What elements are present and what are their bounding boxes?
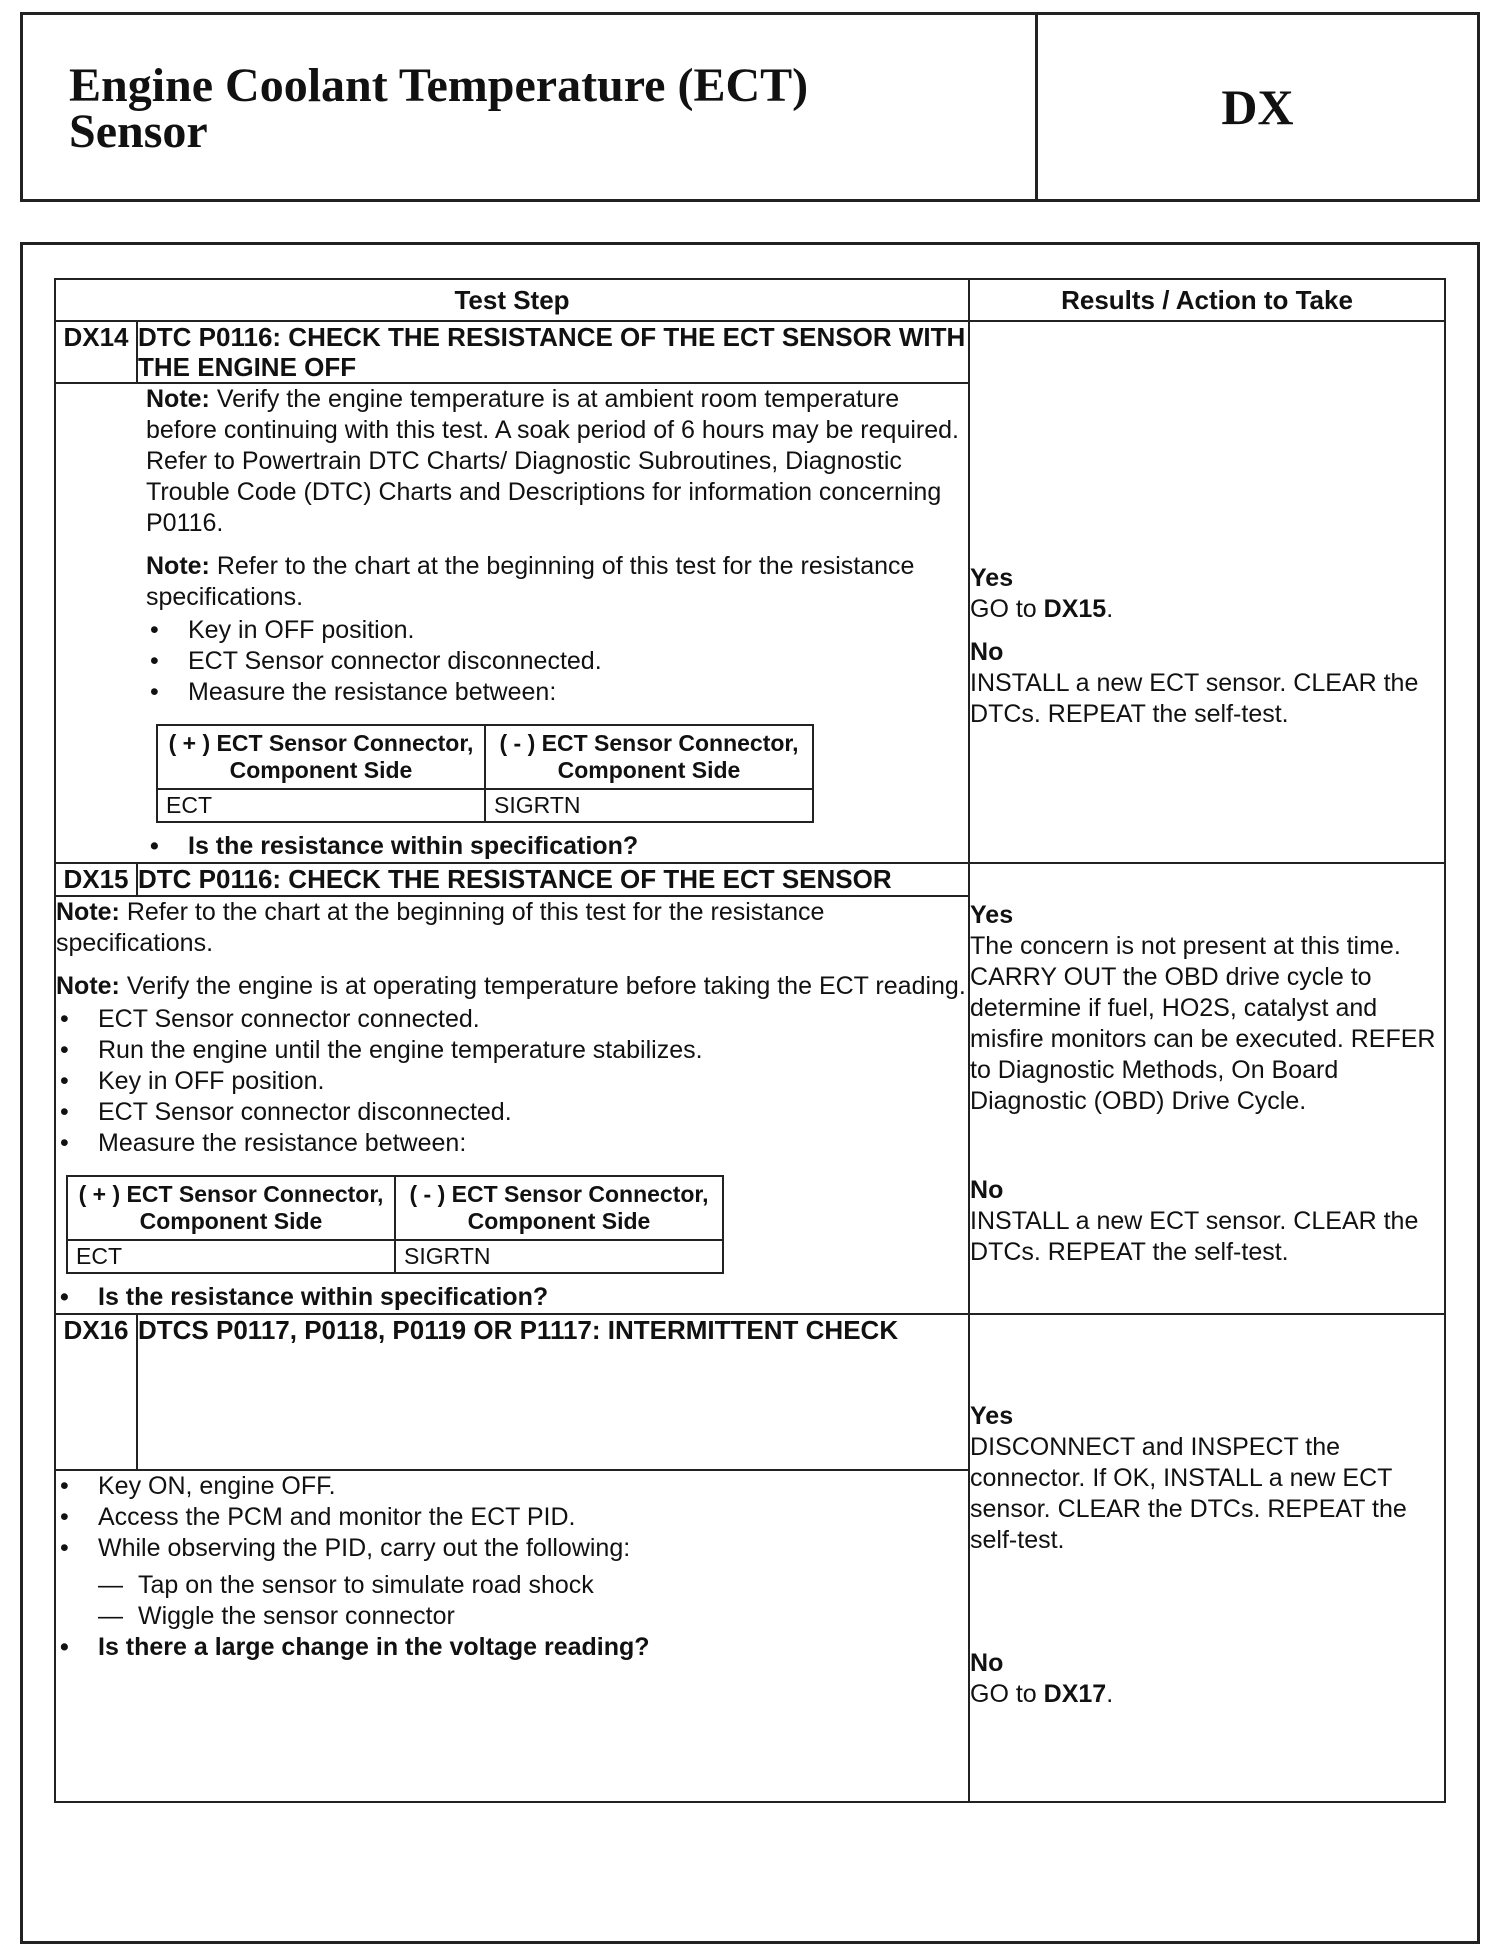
yes-text: GO to bbox=[970, 595, 1044, 623]
spec-cell-positive: ECT bbox=[67, 1240, 395, 1273]
question-list bbox=[146, 831, 968, 862]
yes-suffix: . bbox=[1106, 595, 1114, 623]
no-label: No bbox=[970, 638, 1004, 666]
list-item: • Key in OFF position. bbox=[146, 615, 968, 646]
yes-action: The concern is not present at this time. CARRY OUT the OBD drive cycle to determine if fuel, HO2S, catalyst and misfire monitors can be executed. REFER to Diagnostic Methods, On Board Diagnostic (OBD) Drive Cycle. bbox=[970, 932, 1436, 1115]
yes-action: DISCONNECT and INSPECT the connector. If OK, INSTALL a new ECT sensor. CLEAR the DTCs. REPEAT the self-test. bbox=[970, 1433, 1407, 1554]
page-title bbox=[69, 59, 809, 158]
note bbox=[56, 971, 968, 1002]
yes-label: Yes bbox=[970, 901, 1014, 929]
note-label: Note: bbox=[56, 898, 120, 926]
note-text: Refer to the chart at the beginning of this test for the resistance specifications. bbox=[146, 552, 915, 611]
note-text: Verify the engine is at operating temperature before taking the ECT reading. bbox=[119, 972, 966, 1000]
note-text: Refer to the chart at the beginning of this test for the resistance specifications. bbox=[56, 898, 825, 957]
step-question: • Is there a large change in the voltage reading? bbox=[56, 1632, 968, 1663]
step-row-dx16 bbox=[55, 1314, 1445, 1470]
resistance-spec-table bbox=[66, 1175, 724, 1274]
bullet-list bbox=[56, 1471, 968, 1564]
step-id: DX16 bbox=[55, 1314, 137, 1470]
list-item: • Measure the resistance between: bbox=[56, 1128, 968, 1159]
step-title: DTCS P0117, P0118, P0119 OR P1117: INTERMITTENT CHECK bbox=[137, 1314, 969, 1470]
step-body-row-dx14 bbox=[55, 383, 1445, 863]
page-header bbox=[20, 12, 1480, 202]
note bbox=[146, 384, 968, 539]
list-item: • ECT Sensor connector connected. bbox=[56, 1004, 968, 1035]
result-spacer bbox=[969, 321, 1445, 383]
note-text: Verify the engine temperature is at ambient room temperature before continuing with this test. A soak period of 6 hours may be required. Refer to Powertrain DTC Charts/ Diagnostic Subroutines, Diagnostic Trouble Code (DTC) Charts and Descriptions for information concerning P0116. bbox=[146, 385, 959, 537]
no-action bbox=[970, 1679, 1444, 1710]
step-id: DX14 bbox=[55, 321, 137, 383]
step-body bbox=[55, 383, 969, 863]
list-item: • Key in OFF position. bbox=[56, 1066, 968, 1097]
step-title: DTC P0116: CHECK THE RESISTANCE OF THE ECT SENSOR WITH THE ENGINE OFF bbox=[137, 321, 969, 383]
table-header-row bbox=[55, 279, 1445, 321]
no-label: No bbox=[970, 1649, 1004, 1677]
list-item: • Access the PCM and monitor the ECT PID. bbox=[56, 1502, 968, 1533]
col-header-test-step: Test Step bbox=[55, 279, 969, 321]
test-step-table bbox=[54, 278, 1446, 1803]
list-item: • Measure the resistance between: bbox=[146, 677, 968, 708]
step-title: DTC P0116: CHECK THE RESISTANCE OF THE ECT SENSOR bbox=[137, 863, 969, 896]
step-row-dx14 bbox=[55, 321, 1445, 383]
list-item: — Tap on the sensor to simulate road shock bbox=[98, 1570, 968, 1601]
step-question: • Is the resistance within specification? bbox=[56, 1282, 968, 1313]
list-item: • Run the engine until the engine temperature stabilizes. bbox=[56, 1035, 968, 1066]
step-question: • Is the resistance within specification? bbox=[146, 831, 968, 862]
list-item: — Wiggle the sensor connector bbox=[98, 1601, 968, 1632]
question-list bbox=[56, 1632, 968, 1663]
note bbox=[56, 897, 968, 959]
step-result bbox=[969, 863, 1445, 1314]
question-list bbox=[56, 1282, 968, 1313]
note bbox=[146, 551, 968, 613]
step-body bbox=[55, 1470, 969, 1802]
list-item: • ECT Sensor connector disconnected. bbox=[56, 1097, 968, 1128]
step-id: DX15 bbox=[55, 863, 137, 896]
no-text: GO to bbox=[970, 1680, 1044, 1708]
dash-list bbox=[98, 1570, 968, 1632]
list-item: • ECT Sensor connector disconnected. bbox=[146, 646, 968, 677]
spec-header-negative: ( - ) ECT Sensor Connector, Component Side bbox=[485, 725, 813, 789]
note-label: Note: bbox=[56, 972, 120, 1000]
spec-cell-negative: SIGRTN bbox=[395, 1240, 723, 1273]
spec-header-negative: ( - ) ECT Sensor Connector, Component Side bbox=[395, 1176, 723, 1240]
step-row-dx15 bbox=[55, 863, 1445, 896]
step-result bbox=[969, 383, 1445, 863]
col-header-results: Results / Action to Take bbox=[969, 279, 1445, 321]
list-item: • While observing the PID, carry out the following: bbox=[56, 1533, 968, 1564]
title-line-1: Engine Coolant Temperature (ECT) bbox=[69, 59, 809, 112]
bullet-list bbox=[56, 1004, 968, 1159]
spec-cell-negative: SIGRTN bbox=[485, 789, 813, 822]
yes-label: Yes bbox=[970, 564, 1014, 592]
bullet-list bbox=[146, 615, 968, 708]
no-action: INSTALL a new ECT sensor. CLEAR the DTCs. REPEAT the self-test. bbox=[970, 669, 1419, 728]
no-label: No bbox=[970, 1176, 1004, 1204]
no-suffix: . bbox=[1106, 1680, 1114, 1708]
spec-header-positive: ( + ) ECT Sensor Connector, Component Side bbox=[157, 725, 485, 789]
step-body bbox=[55, 896, 969, 1314]
yes-label: Yes bbox=[970, 1402, 1014, 1430]
resistance-spec-table bbox=[156, 724, 814, 823]
no-target: DX17 bbox=[1043, 1680, 1107, 1708]
no-action: INSTALL a new ECT sensor. CLEAR the DTCs. REPEAT the self-test. bbox=[970, 1207, 1419, 1266]
section-code: DX bbox=[1221, 79, 1294, 135]
title-line-2: Sensor bbox=[69, 105, 208, 158]
note-label: Note: bbox=[146, 552, 210, 580]
note-label: Note: bbox=[146, 385, 210, 413]
spec-cell-positive: ECT bbox=[157, 789, 485, 822]
yes-target: DX15 bbox=[1043, 595, 1107, 623]
step-result bbox=[969, 1314, 1445, 1802]
yes-action bbox=[970, 594, 1444, 625]
spec-header-positive: ( + ) ECT Sensor Connector, Component Side bbox=[67, 1176, 395, 1240]
list-item: • Key ON, engine OFF. bbox=[56, 1471, 968, 1502]
